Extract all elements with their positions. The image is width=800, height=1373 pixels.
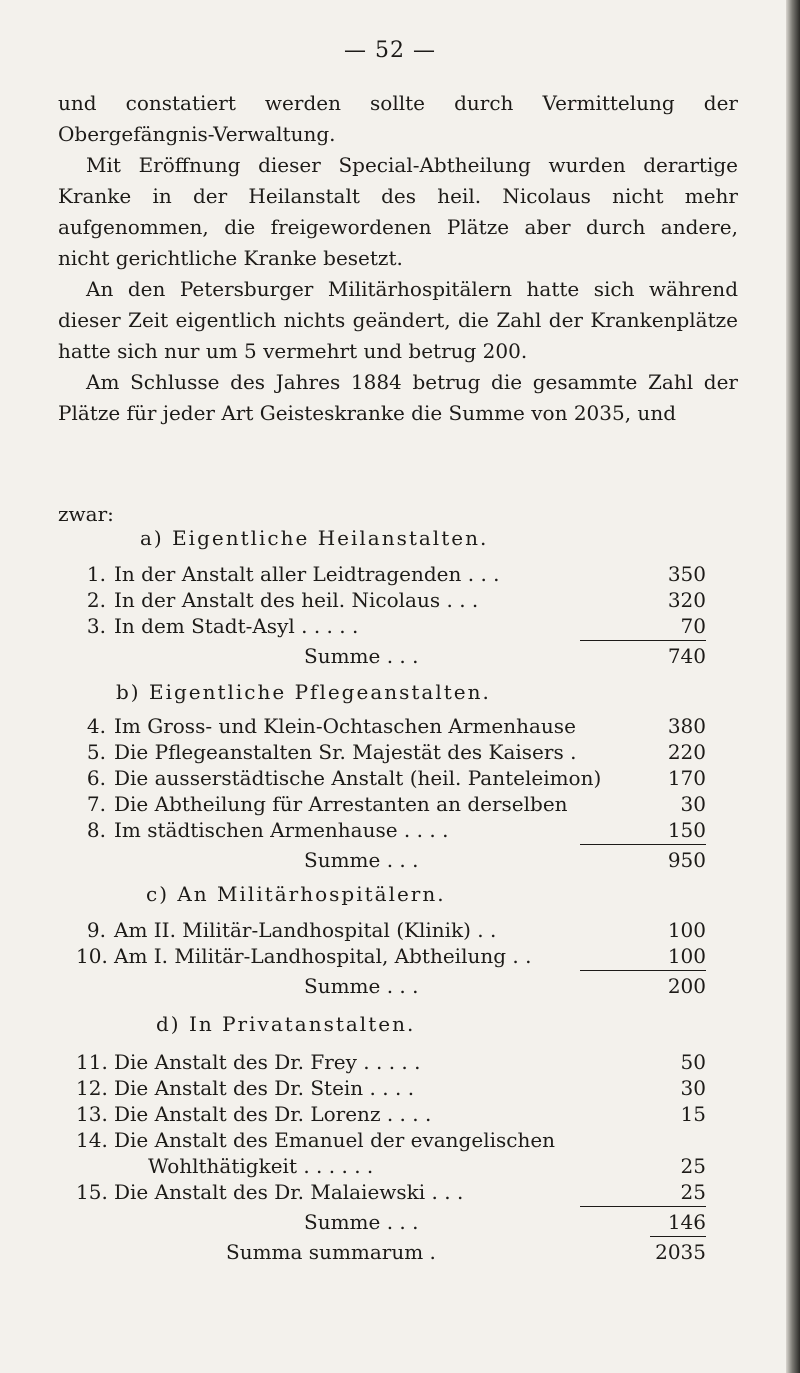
table-row xyxy=(76,1050,706,1076)
sum-row xyxy=(76,848,706,874)
page-edge-shadow xyxy=(786,0,800,1373)
section-heading-d: d) In Privatanstalten. xyxy=(156,1012,416,1036)
table-row xyxy=(76,1102,706,1128)
table-row xyxy=(76,588,706,614)
row-label: In dem Stadt-Asyl . . . . . xyxy=(114,614,359,638)
sum-row xyxy=(76,1210,706,1236)
table-row xyxy=(76,1180,706,1206)
row-label: Die Anstalt des Dr. Lorenz . . . . xyxy=(114,1102,432,1126)
paragraph-4: Am Schlusse des Jahres 1884 betrug die gesammte Zahl der Plätze für jeder Art Geisteskranke die Summe von 2035, und xyxy=(58,370,738,425)
row-label: Die Anstalt des Dr. Malaiewski . . . xyxy=(114,1180,464,1204)
paragraph-1: und constatiert werden sollte durch Vermittelung der Obergefängnis-Verwaltung. xyxy=(58,91,738,146)
table-row xyxy=(76,1154,706,1180)
sum-value: 200 xyxy=(667,974,706,998)
page-number: — 52 — xyxy=(344,38,436,63)
table-row xyxy=(76,714,706,740)
row-label: In der Anstalt des heil. Nicolaus . . . xyxy=(114,588,479,612)
total-rule xyxy=(650,1236,706,1237)
grand-total-row xyxy=(76,1240,706,1266)
grand-total-label: Summa summarum . xyxy=(226,1240,436,1264)
sum-rule xyxy=(580,844,706,845)
table-row xyxy=(76,792,706,818)
row-number: 11. xyxy=(76,1050,108,1074)
row-number: 6. xyxy=(86,766,106,790)
row-value: 150 xyxy=(667,818,706,842)
sum-label: Summe . . . xyxy=(304,974,419,998)
zwar-label: zwar: xyxy=(58,502,114,526)
row-label: Am I. Militär-Landhospital, Abtheilung . . xyxy=(114,944,532,968)
row-number: 3. xyxy=(86,614,106,638)
row-value: 15 xyxy=(680,1102,706,1126)
sum-value: 740 xyxy=(667,644,706,668)
section-heading-a: a) Eigentliche Heilanstalten. xyxy=(140,526,489,550)
section-heading-c: c) An Militärhospitälern. xyxy=(146,882,446,906)
row-label: Die Anstalt des Emanuel der evangelischen xyxy=(114,1128,556,1152)
table-row xyxy=(76,944,706,970)
row-label: Im städtischen Armenhause . . . . xyxy=(114,818,449,842)
table-row xyxy=(76,562,706,588)
sum-value: 950 xyxy=(667,848,706,872)
sum-rule xyxy=(580,1206,706,1207)
sum-label: Summe . . . xyxy=(304,644,419,668)
table-row xyxy=(76,740,706,766)
grand-total-value: 2035 xyxy=(655,1240,706,1264)
row-number: 4. xyxy=(86,714,106,738)
table-row xyxy=(76,766,706,792)
row-number: 8. xyxy=(86,818,106,842)
sum-label: Summe . . . xyxy=(304,848,419,872)
row-number: 7. xyxy=(86,792,106,816)
row-label: Die Abtheilung für Arrestanten an derselben xyxy=(114,792,568,816)
row-number: 1. xyxy=(86,562,106,586)
row-value: 25 xyxy=(680,1180,706,1204)
row-label: Die Anstalt des Dr. Stein . . . . xyxy=(114,1076,415,1100)
row-value: 170 xyxy=(667,766,706,790)
section-heading-b: b) Eigentliche Pflegeanstalten. xyxy=(116,680,491,704)
sum-value: 146 xyxy=(667,1210,706,1234)
sum-rule xyxy=(580,640,706,641)
row-number: 2. xyxy=(86,588,106,612)
row-value: 30 xyxy=(680,1076,706,1100)
row-label: Wohlthätigkeit . . . . . . xyxy=(148,1154,374,1178)
row-number: 9. xyxy=(86,918,106,942)
row-number: 12. xyxy=(76,1076,108,1100)
table-row xyxy=(76,1128,706,1154)
row-value: 100 xyxy=(667,918,706,942)
row-label: Die Anstalt des Dr. Frey . . . . . xyxy=(114,1050,421,1074)
row-number: 15. xyxy=(76,1180,108,1204)
row-value: 25 xyxy=(680,1154,706,1178)
sum-label: Summe . . . xyxy=(304,1210,419,1234)
body-text xyxy=(58,88,738,429)
row-number: 13. xyxy=(76,1102,108,1126)
row-value: 70 xyxy=(680,614,706,638)
row-value: 320 xyxy=(667,588,706,612)
table-row xyxy=(76,818,706,844)
row-label: Die ausserstädtische Anstalt (heil. Panteleimon) xyxy=(114,766,602,790)
table-row xyxy=(76,614,706,640)
sum-rule xyxy=(580,970,706,971)
row-label: In der Anstalt aller Leidtragenden . . . xyxy=(114,562,500,586)
row-value: 220 xyxy=(667,740,706,764)
row-label: Im Gross- und Klein-Ochtaschen Armenhause xyxy=(114,714,576,738)
paragraph-3: An den Petersburger Militärhospitälern hatte sich während dieser Zeit eigentlich nichts geändert, die Zahl der Krankenplätze hatte sich nur um 5 vermehrt und betrug 200. xyxy=(58,277,738,363)
row-value: 30 xyxy=(680,792,706,816)
sum-row xyxy=(76,644,706,670)
row-number: 14. xyxy=(76,1128,108,1152)
row-number: 5. xyxy=(86,740,106,764)
row-value: 100 xyxy=(667,944,706,968)
row-value: 380 xyxy=(667,714,706,738)
row-label: Am II. Militär-Landhospital (Klinik) . . xyxy=(114,918,497,942)
table-row xyxy=(76,1076,706,1102)
table-row xyxy=(76,918,706,944)
row-value: 350 xyxy=(667,562,706,586)
row-value: 50 xyxy=(680,1050,706,1074)
row-number: 10. xyxy=(76,944,108,968)
sum-row xyxy=(76,974,706,1000)
paragraph-2: Mit Eröffnung dieser Special-Abtheilung wurden derartige Kranke in der Heilanstalt des heil. Nicolaus nicht mehr aufgenommen, die freigewordenen Plätze aber durch andere, nicht gerichtliche Kranke besetzt. xyxy=(58,153,738,270)
row-label: Die Pflegeanstalten Sr. Majestät des Kaisers . xyxy=(114,740,577,764)
